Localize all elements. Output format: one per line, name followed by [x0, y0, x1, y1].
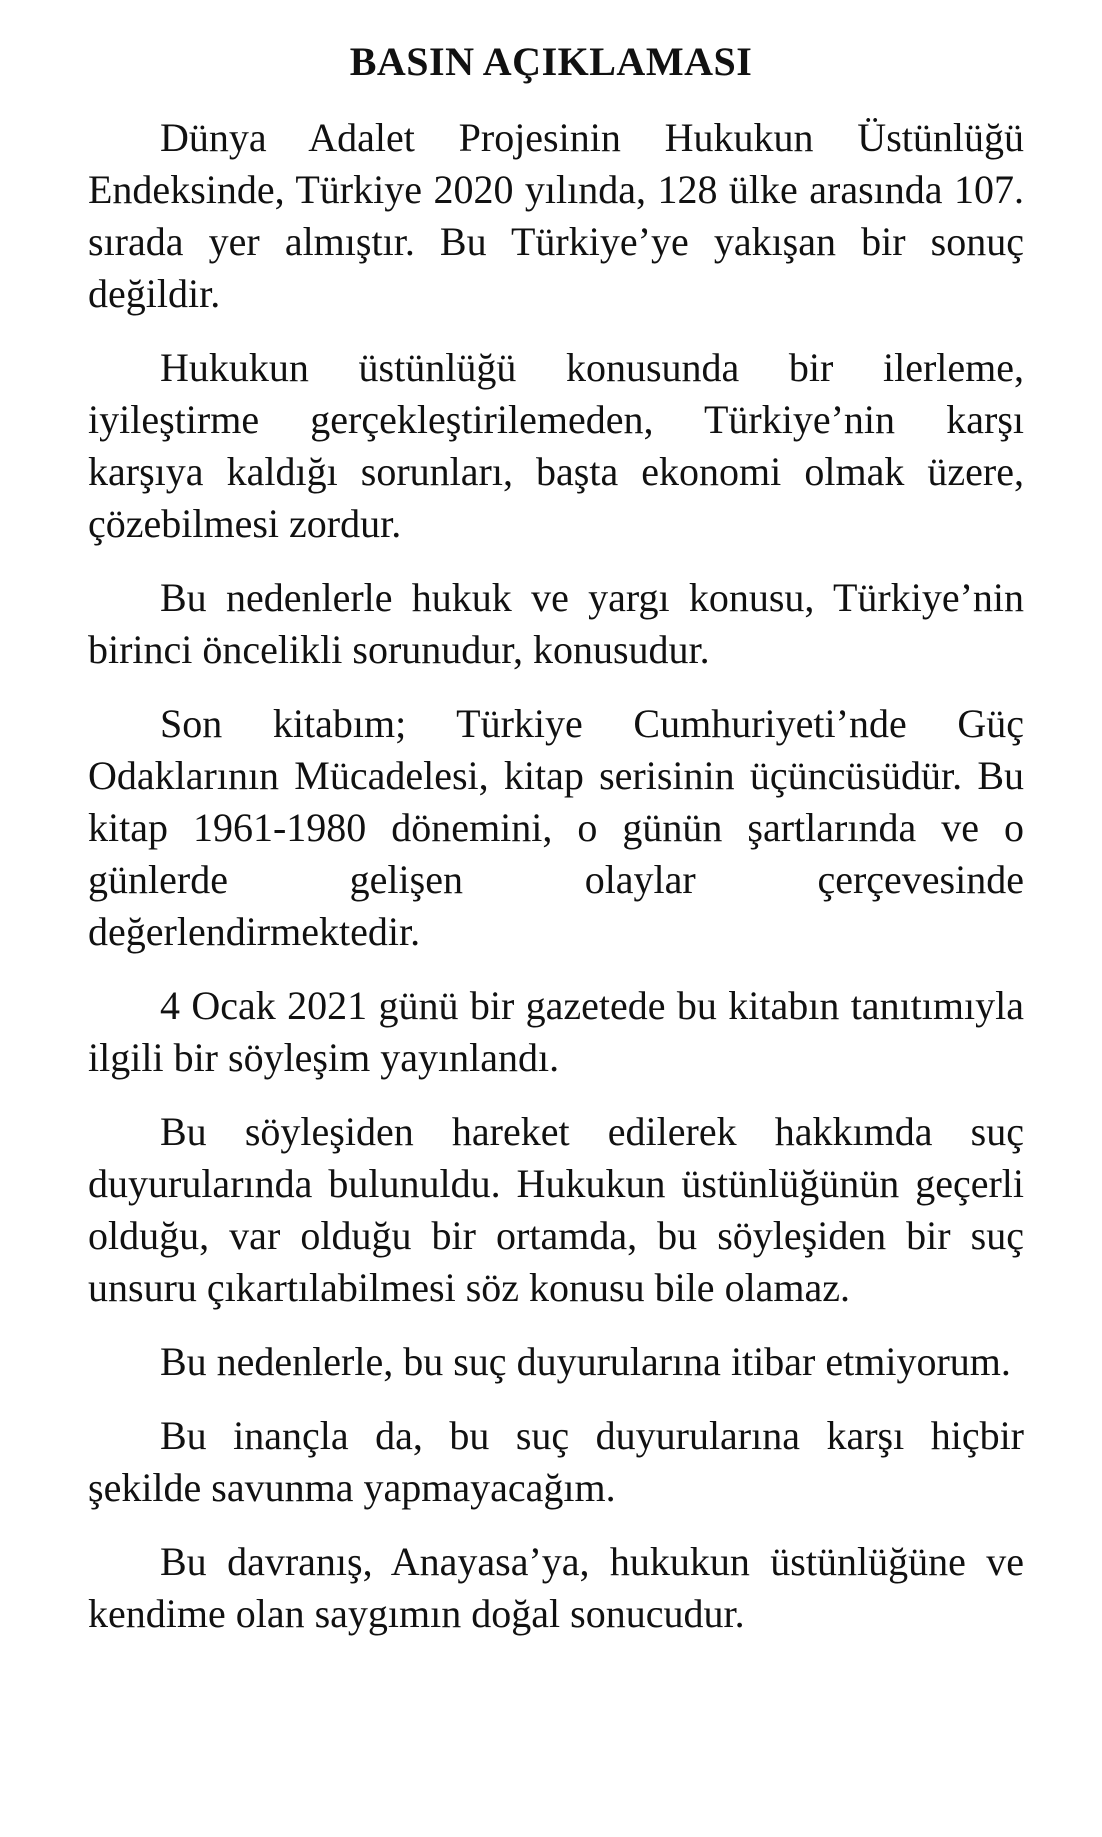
paragraph: Bu söyleşiden hareket edilerek hakkımda suç duyurularında bulunuldu. Hukukun üstünlüğünün geçerli olduğu, var olduğu bir ortamda, bu söyleşiden bir suç unsuru çıkartılabilmesi söz konusu bile olamaz. — [88, 1109, 1024, 1310]
paragraph: Son kitabım; Türkiye Cumhuriyeti’nde Güç Odaklarının Mücadelesi, kitap serisinin üçüncüsüdür. Bu kitap 1961-1980 dönemini, o günün şartlarında ve o günlerde gelişen olaylar çerçevesinde değerlendirmektedir. — [88, 701, 1024, 954]
paragraph: Bu davranış, Anayasa’ya, hukukun üstünlüğüne ve kendime olan saygımın doğal sonucudur. — [88, 1539, 1024, 1636]
paragraph: Bu nedenlerle hukuk ve yargı konusu, Türkiye’nin birinci öncelikli sorunudur, konusudur. — [88, 575, 1024, 672]
paragraph: Bu inançla da, bu suç duyurularına karşı hiçbir şekilde savunma yapmayacağım. — [88, 1413, 1024, 1510]
paragraph: Hukukun üstünlüğü konusunda bir ilerleme, iyileştirme gerçekleştirilemeden, Türkiye’nin karşı karşıya kaldığı sorunları, başta ekonomi olmak üzere, çözebilmesi zordur. — [88, 345, 1024, 546]
document-body — [88, 112, 1024, 1662]
paragraph: Bu nedenlerle, bu suç duyurularına itibar etmiyorum. — [160, 1339, 1011, 1384]
paragraph: Dünya Adalet Projesinin Hukukun Üstünlüğü Endeksinde, Türkiye 2020 yılında, 128 ülke arasında 107. sırada yer almıştır. Bu Türkiye’ye yakışan bir sonuç değildir. — [88, 115, 1024, 316]
paragraph: 4 Ocak 2021 günü bir gazetede bu kitabın tanıtımıyla ilgili bir söyleşim yayınlandı. — [88, 983, 1024, 1080]
document-title: BASIN AÇIKLAMASI — [349, 39, 753, 84]
